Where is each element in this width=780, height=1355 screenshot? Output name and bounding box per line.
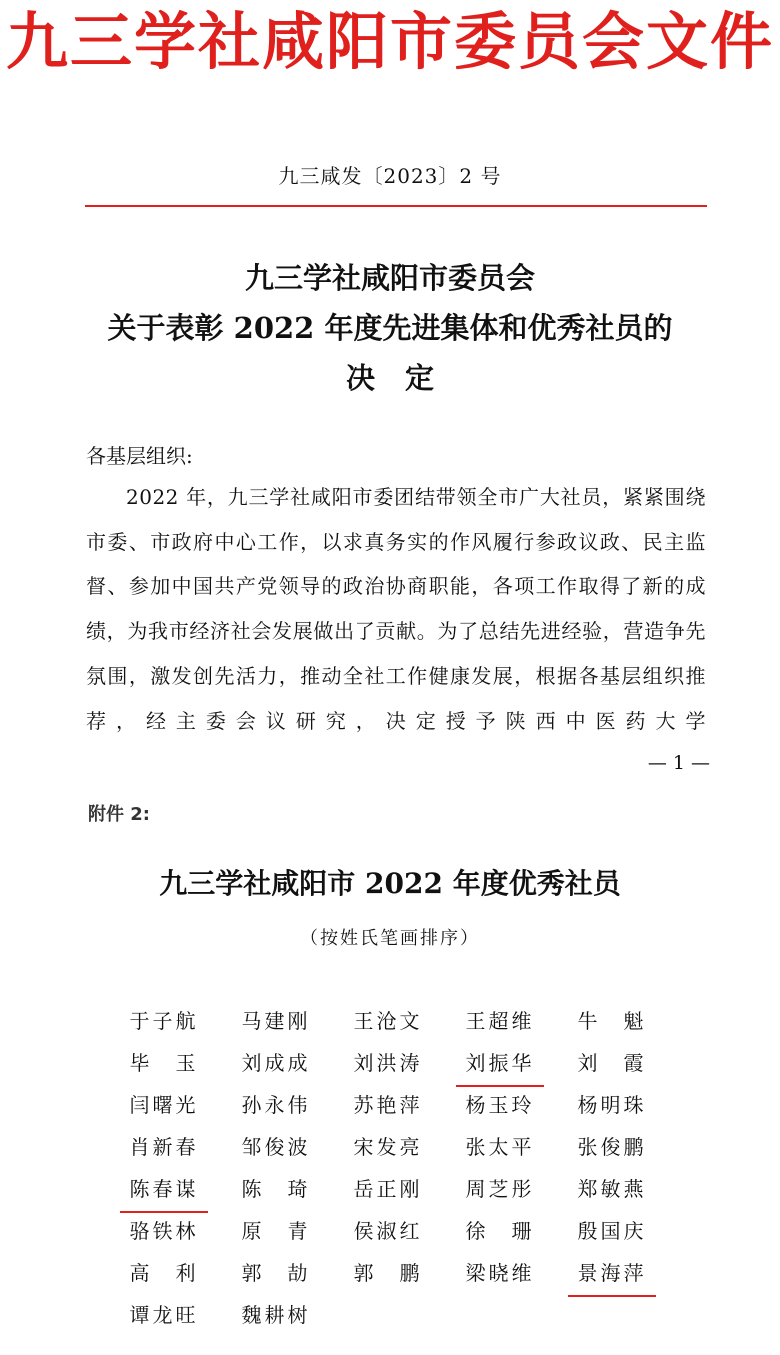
honoree-name: 岳正刚	[353, 1177, 423, 1201]
honoree-name: 马建刚	[241, 1009, 311, 1033]
honoree-name: 高 利	[129, 1261, 199, 1285]
honoree-name: 刘成成	[241, 1051, 311, 1075]
honoree-name: 王超维	[465, 1009, 535, 1033]
honoree-name: 邹俊波	[241, 1135, 311, 1159]
honoree-name: 谭龙旺	[129, 1303, 199, 1327]
honoree-name: 骆铁林	[129, 1219, 199, 1243]
honoree-name: 郭 劼	[241, 1261, 311, 1285]
honoree-name-grid	[108, 1006, 668, 1342]
honoree-name: 牛 魁	[577, 1009, 647, 1033]
honoree-name: 殷国庆	[577, 1219, 647, 1243]
honoree-name: 魏耕树	[241, 1303, 311, 1327]
honoree-name: 周芝彤	[465, 1177, 535, 1201]
honoree-name: 闫曙光	[129, 1093, 199, 1117]
honoree-name: 刘振华	[444, 1048, 556, 1090]
decision-title-line2: 关于表彰 2022 年度先进集体和优秀社员的	[107, 311, 673, 345]
decision-title-line3: 决定	[345, 361, 464, 395]
honoree-name: 张俊鹏	[577, 1135, 647, 1159]
honoree-name: 原 青	[241, 1219, 311, 1243]
page-number: — 1 —	[647, 752, 710, 774]
honoree-name: 杨明珠	[577, 1093, 647, 1117]
document-number: 九三咸发〔2023〕2 号	[278, 164, 502, 188]
salutation: 各基层组织:	[86, 444, 193, 468]
honoree-name: 侯淑红	[353, 1219, 423, 1243]
honoree-name: 孙永伟	[241, 1093, 311, 1117]
decision-title-line1: 九三学社咸阳市委员会	[244, 261, 535, 295]
masthead-title: 九三学社咸阳市委员会文件	[5, 5, 774, 78]
honoree-name: 陈 琦	[241, 1177, 311, 1201]
body-paragraph: 2022 年，九三学社咸阳市委团结带领全市广大社员，紧紧围绕市委、市政府中心工作，以求真务实的作风履行参政议政、民主监督、参加中国共产党领导的政治协商职能，各项工作取得了新的成绩，为我市经济社会发展做出了贡献。为了总结先进经验，营造争先氛围，激发创先活力，推动全社工作健康发展，根据各基层组织推荐，经主委会议研究，决定授予陕西中医药大学	[86, 485, 706, 733]
honoree-name: 陈春谋	[108, 1174, 220, 1216]
honoree-name: 宋发亮	[353, 1135, 423, 1159]
honoree-name: 刘洪涛	[353, 1051, 423, 1075]
honoree-name: 杨玉玲	[465, 1093, 535, 1117]
attachment-label: 附件 2:	[88, 804, 150, 825]
honoree-name: 苏艳萍	[353, 1093, 423, 1117]
honoree-name: 毕 玉	[129, 1051, 199, 1075]
honoree-name: 刘 霞	[577, 1051, 647, 1075]
honoree-name: 梁晓维	[465, 1261, 535, 1285]
honoree-name: 郭 鹏	[353, 1261, 423, 1285]
honoree-name: 张太平	[465, 1135, 535, 1159]
honoree-name: 肖新春	[129, 1135, 199, 1159]
honoree-list-note: （按姓氏笔画排序）	[300, 928, 480, 949]
honoree-name: 徐 珊	[465, 1219, 535, 1243]
red-divider	[85, 205, 707, 207]
honoree-name: 景海萍	[556, 1258, 668, 1300]
honoree-list-title: 九三学社咸阳市 2022 年度优秀社员	[159, 867, 621, 900]
honoree-name: 郑敏燕	[577, 1177, 647, 1201]
honoree-name: 于子航	[129, 1009, 199, 1033]
honoree-name: 王沧文	[353, 1009, 423, 1033]
